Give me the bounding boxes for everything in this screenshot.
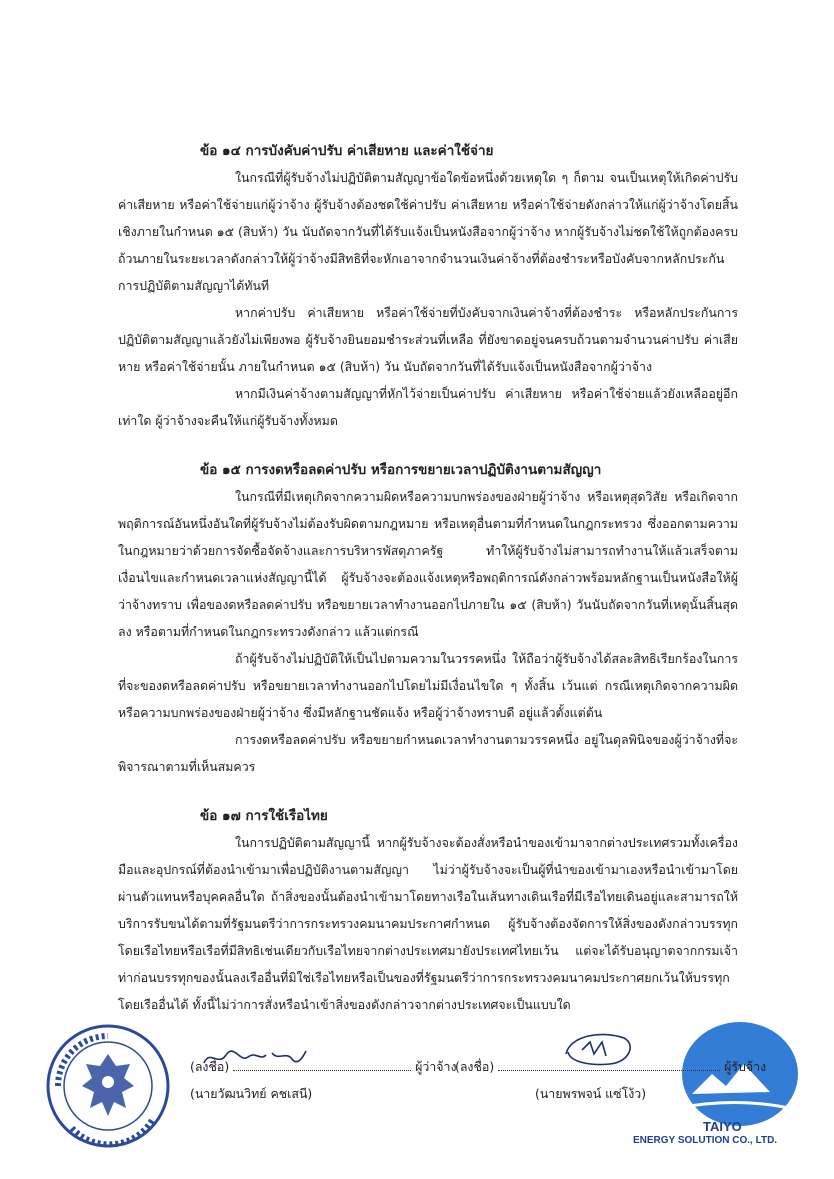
- paragraph: ในกรณีที่มีเหตุเกิดจากความผิดหรือความบกพร่องของฝ่ายผู้ว่าจ้าง หรือเหตุสุดวิสัย หรือเกิดจากพฤติการณ์อันหนึ่งอันใดที่ผู้รับจ้างไม่ต้องรับผิดตามกฎหมาย หรือเหตุอื่นตามที่กำหนดในกฎกระทรวง ซึ่งออกตามความในกฎหมายว่าด้วยการจัดซื้อจัดจ้างและการบริหารพัสดุภาครัฐ ทำให้ผู้รับจ้างไม่สามารถทำงานให้แล้วเสร็จตามเงื่อนไขและกำหนดเวลาแห่งสัญญานี้ได้ ผู้รับจ้างจะต้องแจ้งเหตุหรือพฤติการณ์ดังกล่าวพร้อมหลักฐานเป็นหนังสือให้ผู้ว่าจ้างทราบ เพื่อของดหรือลดค่าปรับ หรือขยายเวลาทำงานออกไปภายใน ๑๕ (สิบห้า) วันนับถัดจากวันที่เหตุนั้นสิ้นสุดลง หรือตามที่กำหนดในกฎกระทรวงดังกล่าว แล้วแต่กรณี: [118, 489, 738, 639]
- section-heading: ข้อ ๑๗ การใช้เรือไทย: [200, 808, 328, 824]
- ministry-seal-image: [42, 1020, 174, 1152]
- section-17: [118, 805, 738, 1018]
- section-15: [118, 459, 738, 780]
- signature-prefix: (ลงชื่อ): [455, 1059, 495, 1074]
- signature-role: ผู้ว่าจ้าง: [415, 1059, 457, 1074]
- handwritten-signature-left: [200, 1045, 310, 1071]
- paragraph: ในการปฏิบัติตามสัญญานี้ หากผู้รับจ้างจะต้องสั่งหรือนำของเข้ามาจากต่างประเทศรวมทั้งเครื่องมือและอุปกรณ์ที่ต้องนำเข้ามาเพื่อปฏิบัติงานตามสัญญา ไม่ว่าผู้รับจ้างจะเป็นผู้ที่นำของเข้ามาเองหรือนำเข้ามาโดยผ่านตัวแทนหรือบุคคลอื่นใด ถ้าสิ่งของนั้นต้องนำเข้ามาโดยทางเรือในเส้นทางเดินเรือที่มีเรือไทยเดินอยู่และสามารถให้บริการรับขนได้ตามที่รัฐมนตรีว่าการกระทรวงคมนาคมประกาศกำหนด ผู้รับจ้างต้องจัดการให้สิ่งของดังกล่าวบรรทุกโดยเรือไทยหรือเรือที่มีสิทธิเช่นเดียวกับเรือไทยจากต่างประเทศมายังประเทศไทยเว้น แต่จะได้รับอนุญาตจากกรมเจ้าท่าก่อนบรรทุกของนั้นลงเรืออื่นที่มิใช่เรือไทยหรือเป็นของที่รัฐมนตรีว่าการกระทรวงคมนาคมประกาศยกเว้นให้บรรทุกโดยเรืออื่นได้ ทั้งนี้ไม่ว่าการสั่งหรือนำเข้าสิ่งของดังกล่าวจากต่างประเทศจะเป็นแบบใด: [118, 835, 738, 1012]
- signatory-name: (นายวัฒนวิทย์ คชเสนี): [190, 1086, 313, 1101]
- paragraph: ในกรณีที่ผู้รับจ้างไม่ปฏิบัติตามสัญญาข้อใดข้อหนึ่งด้วยเหตุใด ๆ ก็ตาม จนเป็นเหตุให้เกิดค่าปรับ ค่าเสียหาย หรือค่าใช้จ่ายแก่ผู้ว่าจ้าง ผู้รับจ้างต้องชดใช้ค่าปรับ ค่าเสียหาย หรือค่าใช้จ่ายดังกล่าวให้แก่ผู้ว่าจ้างโดยสิ้นเชิงภายในกำหนด ๑๕ (สิบห้า) วัน นับถัดจากวันที่ได้รับแจ้งเป็นหนังสือจากผู้ว่าจ้าง หากผู้รับจ้างไม่ชดใช้ให้ถูกต้องครบถ้วนภายในระยะเวลาดังกล่าวให้ผู้ว่าจ้างมีสิทธิที่จะหักเอาจากจำนวนเงินค่าจ้างที่ต้องชำระหรือบังคับจากหลักประกันการปฏิบัติตามสัญญาได้ทันที: [118, 170, 738, 293]
- signatory-name: (นายพรพจน์ แซ่โง้ว): [535, 1086, 647, 1101]
- paragraph: หากมีเงินค่าจ้างตามสัญญาที่หักไว้จ่ายเป็นค่าปรับ ค่าเสียหาย หรือค่าใช้จ่ายแล้วยังเหลืออยู่อีกเท่าใด ผู้ว่าจ้างจะคืนให้แก่ผู้รับจ้างทั้งหมด: [118, 386, 738, 428]
- signature-prefix: (ลงชื่อ): [190, 1059, 230, 1074]
- paragraph: การงดหรือลดค่าปรับ หรือขยายกำหนดเวลาทำงานตามวรรคหนึ่ง อยู่ในดุลพินิจของผู้ว่าจ้างที่จะพิจารณาตามที่เห็นสมควร: [118, 732, 738, 774]
- handwritten-signature-right: [560, 1028, 640, 1072]
- logo-line2: ENERGY SOLUTION CO., LTD.: [633, 1135, 778, 1146]
- section-heading: ข้อ ๑๔ การบังคับค่าปรับ ค่าเสียหาย และค่าใช้จ่าย: [200, 143, 494, 159]
- paragraph: ถ้าผู้รับจ้างไม่ปฏิบัติให้เป็นไปตามความในวรรคหนึ่ง ให้ถือว่าผู้รับจ้างได้สละสิทธิเรียกร้องในการที่จะของดหรือลดค่าปรับ หรือขยายเวลาทำงานออกไปโดยไม่มีเงื่อนไขใด ๆ ทั้งสิ้น เว้นแต่ กรณีเหตุเกิดจากความผิดหรือความบกพร่องของฝ่ายผู้ว่าจ้าง ซึ่งมีหลักฐานชัดแจ้ง หรือผู้ว่าจ้างทราบดี อยู่แล้วตั้งแต่ต้น: [118, 651, 738, 720]
- section-14: [118, 140, 738, 434]
- section-heading: ข้อ ๑๕ การงดหรือลดค่าปรับ หรือการขยายเวลาปฏิบัติงานตามสัญญา: [200, 462, 602, 478]
- signature-role: ผู้รับจ้าง: [724, 1059, 767, 1074]
- paragraph: หากค่าปรับ ค่าเสียหาย หรือค่าใช้จ่ายที่บังคับจากเงินค่าจ้างที่ต้องชำระ หรือหลักประกันการปฏิบัติตามสัญญาแล้วยังไม่เพียงพอ ผู้รับจ้างยินยอมชำระส่วนที่เหลือ ที่ยังขาดอยู่จนครบถ้วนตามจำนวนค่าปรับ ค่าเสียหาย หรือค่าใช้จ่ายนั้น ภายในกำหนด ๑๕ (สิบห้า) วัน นับถัดจากวันที่ได้รับแจ้งเป็นหนังสือจากผู้ว่าจ้าง: [118, 305, 738, 374]
- logo-line1: TAIYO: [703, 1119, 742, 1134]
